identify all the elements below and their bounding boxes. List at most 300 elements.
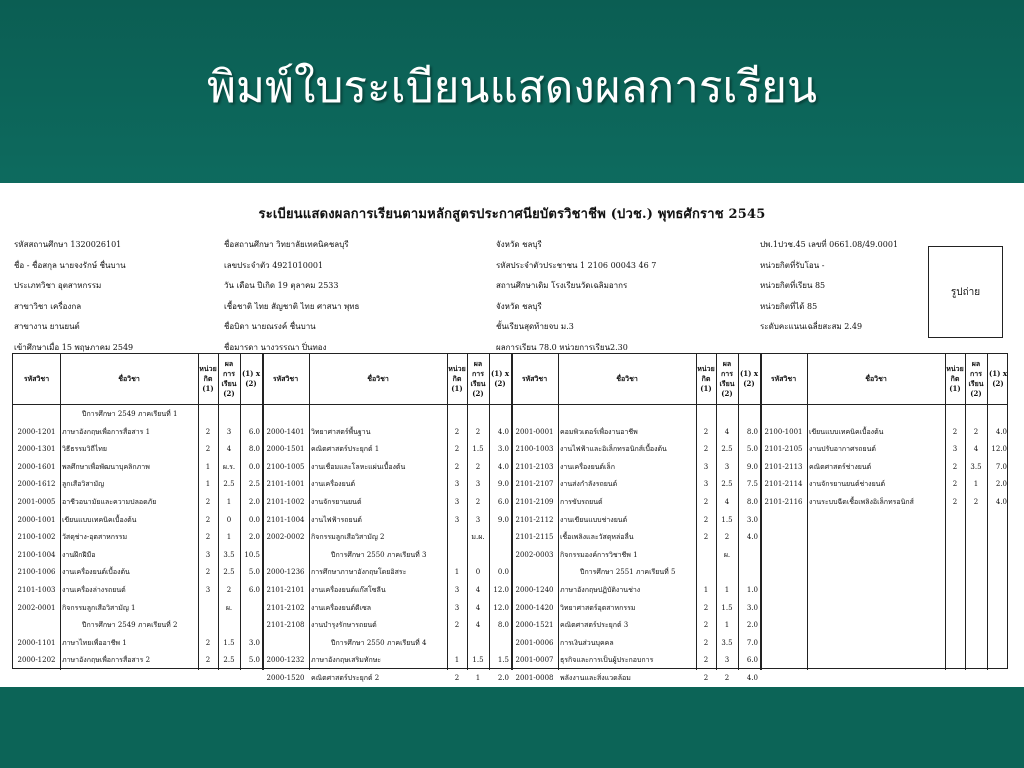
cell-credit: 1	[703, 586, 709, 594]
table-row	[13, 459, 1007, 477]
column-divider	[945, 354, 946, 670]
cell-credit: 1	[454, 568, 460, 577]
cell-name: อาชีวอนามัยและความปลอดภัย	[62, 498, 157, 506]
term-heading: ปีการศึกษา 2550 ภาคเรียนที่ 4	[331, 638, 427, 647]
cell-credit: 2	[952, 427, 958, 436]
table-row	[13, 494, 1007, 512]
cell-product: 7.5	[746, 480, 758, 489]
cell-credit: 2	[454, 674, 460, 682]
info-line: หน่วยกิตที่เรียน 85	[760, 281, 826, 290]
cell-code: 2100-1004	[17, 550, 56, 559]
table-row	[13, 512, 1007, 530]
cell-code: 2101-2114	[764, 480, 803, 489]
cell-credit: 2	[703, 621, 709, 630]
cell-grade: 0	[226, 515, 232, 524]
cell-code: 2001-0001	[515, 427, 554, 436]
cell-name: ธุรกิจและการเป็นผู้ประกอบการ	[560, 656, 654, 665]
cell-credit: 3	[205, 550, 211, 559]
cell-product: 12.0	[991, 445, 1007, 454]
cell-code	[760, 406, 807, 424]
cell-product: 2.0	[248, 498, 260, 506]
cell-grade: ผ.ร.	[222, 462, 236, 471]
cell-product: 2.0	[995, 480, 1007, 489]
header-name: ชื่อวิชา	[118, 374, 140, 383]
cell-code: 2101-2108	[266, 621, 305, 630]
info-line: สาขาวิชา เครื่องกล	[14, 301, 82, 311]
cell-code: 2000-1236	[266, 568, 305, 577]
cell-credit: 2	[952, 462, 958, 471]
cell-product: 4.0	[746, 674, 758, 682]
cell-credit: 2	[703, 515, 709, 524]
cell-name: งานปรับอากาศรถยนต์	[809, 445, 876, 454]
header-code: รหัสวิชา	[272, 374, 299, 383]
cell-credit: 3	[703, 462, 709, 471]
cell-product	[738, 547, 760, 565]
table-row	[13, 670, 1007, 688]
cell-credit: 2	[205, 568, 211, 577]
cell-product: 12.0	[493, 603, 509, 612]
table-header	[13, 354, 1007, 405]
info-line: ระดับคะแนนเฉลี่ยสะสม 2.49	[760, 322, 863, 331]
cell-product: 8.0	[248, 445, 260, 454]
cell-code: 2001-0007	[515, 656, 554, 665]
student-info-column-4	[760, 235, 898, 338]
cell-credit: 2	[205, 427, 211, 436]
cell-grade: 1	[724, 586, 730, 594]
cell-product: 12.0	[493, 586, 509, 594]
cell-credit: 2	[703, 638, 709, 647]
table-row	[13, 582, 1007, 600]
cell-name: ภาษาไทยเพื่ออาชีพ 1	[62, 638, 127, 647]
cell-name: คอมพิวเตอร์เพื่องานอาชีพ	[560, 427, 638, 436]
cell-credit: 1	[205, 480, 211, 489]
cell-grade: 3.5	[970, 462, 982, 471]
cell-product: 3.0	[746, 603, 758, 612]
cell-grade: 1	[973, 480, 979, 489]
info-line: ชื่อ - ชื่อสกุล นายจงรักษ์ ชื่นบาน	[14, 260, 126, 270]
cell-code: 2101-1002	[266, 498, 305, 506]
header-grade: ผล การ เรียน (2)	[221, 359, 237, 398]
cell-grade: 2	[724, 674, 730, 682]
cell-credit: 2	[703, 674, 709, 682]
cell-grade: ผ.	[723, 550, 731, 559]
cell-code: 2101-2112	[515, 515, 554, 524]
cell-code: 2000-1612	[17, 480, 56, 489]
cell-product: 6.0	[497, 498, 509, 506]
cell-code: 2001-0008	[515, 674, 554, 682]
cell-name: เชื้อเพลิงและวัสดุหล่อลื่น	[560, 533, 634, 542]
info-line: ปพ.1ปวช.45 เลขที่ 0661.08/49.0001	[760, 240, 899, 249]
info-line: หน่วยกิตที่รับโอน -	[760, 260, 825, 270]
cell-name: งานเครื่องยนต์	[311, 480, 356, 489]
cell-product: 9.0	[497, 515, 509, 524]
cell-product: 4.0	[995, 427, 1007, 436]
cell-product: 6.0	[248, 586, 260, 594]
cell-product: 2.0	[497, 674, 509, 682]
document-title: ระเบียนแสดงผลการเรียนตามหลักสูตรประกาศนียบัตรวิชาชีพ (ปวช.) พุทธศักราช 2545	[258, 207, 766, 222]
cell-grade: 1.5	[472, 445, 484, 454]
cell-grade: 1.5	[721, 603, 733, 612]
info-line: จังหวัด ชลบุรี	[496, 240, 542, 249]
cell-grade: 1	[724, 621, 730, 630]
cell-product: 8.0	[746, 427, 758, 436]
cell-grade: 4	[475, 586, 481, 594]
cell-credit: 3	[454, 586, 460, 594]
cell-credit: 2	[454, 427, 460, 436]
info-line: ชื่อมารดา นางวรรณา ปิ่นทอง	[224, 342, 327, 352]
table-row	[13, 529, 1007, 547]
photo-label: รูปถ่าย	[950, 286, 981, 298]
cell-code: 2002-0003	[515, 550, 554, 559]
cell-credit: 2	[205, 445, 211, 454]
cell-code: 2000-1401	[266, 427, 305, 436]
cell-name: งานเครื่องยนต์เบื้องต้น	[62, 568, 130, 577]
cell-code: 2101-2103	[515, 462, 554, 471]
cell-grade: 3	[475, 515, 481, 524]
cell-credit: 3	[454, 480, 460, 489]
header-credit: หน่วย กิต (1)	[448, 364, 466, 393]
header-product: (1) x (2)	[739, 369, 759, 388]
info-line: เข้าศึกษาเมื่อ 15 พฤษภาคม 2549	[14, 342, 134, 352]
cell-code: 2000-1232	[266, 656, 305, 665]
table-row	[13, 547, 1007, 565]
cell-credit: 3	[205, 586, 211, 594]
cell-name: การศึกษาภาษาอังกฤษโดยอิสระ	[311, 568, 407, 577]
cell-name: งานระบบฉีดเชื้อเพลิงอิเล็กทรอนิกส์	[809, 498, 914, 506]
cell-credit: 3	[454, 498, 460, 506]
cell-name: คณิตศาสตร์ประยุกต์ 3	[560, 621, 629, 630]
cell-grade: 4	[475, 603, 481, 612]
cell-name: กิจกรรมองค์การวิชาชีพ 1	[560, 550, 638, 559]
cell-grade: 2	[475, 498, 481, 506]
cell-product: 3.0	[248, 638, 260, 647]
cell-credit: 2	[703, 445, 709, 454]
header-product: (1) x (2)	[241, 369, 261, 388]
cell-grade: 1.5	[472, 656, 484, 665]
cell-grade: 1.5	[223, 638, 235, 647]
cell-credit: 2	[703, 656, 709, 665]
cell-grade: 4	[724, 498, 730, 506]
header-product: (1) x (2)	[490, 369, 510, 388]
cell-name: คณิตศาสตร์ประยุกต์ 1	[311, 445, 380, 454]
cell-code: 2000-1201	[17, 427, 56, 436]
cell-code: 2101-2107	[515, 480, 554, 489]
cell-product: 6.0	[248, 427, 260, 436]
cell-name: พลศึกษาเพื่อพัฒนาบุคลิกภาพ	[62, 462, 150, 471]
cell-product: 5.0	[248, 656, 260, 665]
cell-grade: 2	[475, 462, 481, 471]
cell-code: 2101-1004	[266, 515, 305, 524]
term-heading: ปีการศึกษา 2549 ภาคเรียนที่ 1	[82, 410, 178, 418]
cell-code: 2000-1101	[17, 638, 56, 647]
cell-grade: 1.5	[721, 515, 733, 524]
cell-grade: 2.5	[721, 445, 733, 454]
cell-product: 4.0	[497, 427, 509, 436]
cell-code: 2000-1601	[17, 462, 56, 471]
cell-name: คณิตศาสตร์ช่างยนต์	[809, 462, 872, 471]
cell-grade: 2	[475, 427, 481, 436]
cell-credit: 2	[454, 462, 460, 471]
cell-grade: 2	[973, 427, 979, 436]
header-name: ชื่อวิชา	[367, 374, 389, 383]
cell-name: วิทยาศาสตร์พื้นฐาน	[311, 427, 371, 436]
cell-product: 1.0	[746, 586, 758, 594]
cell-name: ภาษาอังกฤษปฏิบัติงานช่าง	[560, 586, 641, 594]
cell-product: 5.0	[248, 568, 260, 577]
cell-credit: 2	[952, 498, 958, 506]
table-row	[13, 600, 1007, 618]
cell-credit: 2	[205, 656, 211, 665]
term-heading: ปีการศึกษา 2550 ภาคเรียนที่ 3	[331, 550, 427, 559]
cell-code: 2000-1240	[515, 586, 554, 594]
cell-code: 2001-0006	[515, 638, 554, 647]
cell-name: งานจักรยานยนต์	[311, 498, 362, 506]
header-grade: ผล การ เรียน (2)	[470, 359, 486, 398]
photo-placeholder	[928, 246, 1003, 338]
cell-name: กิจกรรมลูกเสือวิสามัญ 1	[62, 603, 136, 612]
cell-name: งานไฟฟ้ารถยนต์	[311, 515, 362, 524]
cell-name: งานฝึกฝีมือ	[62, 550, 96, 559]
cell-code: 2100-1006	[17, 568, 56, 577]
column-divider	[760, 354, 762, 670]
cell-grade: 2.5	[223, 480, 235, 489]
header-code: รหัสวิชา	[770, 374, 797, 383]
transcript-document	[0, 183, 1024, 687]
cell-code: 2101-2115	[515, 533, 554, 542]
cell-product: 0.0	[248, 515, 260, 524]
info-line: เลขประจำตัว 4921010001	[224, 260, 324, 270]
cell-code: 2000-1001	[17, 515, 56, 524]
cell-grade: 2.5	[223, 568, 235, 577]
cell-name: ภาษาอังกฤษเพื่อการสื่อสาร 2	[62, 656, 151, 665]
header-name: ชื่อวิชา	[865, 374, 887, 383]
cell-product: 4.0	[746, 533, 758, 542]
info-line: เชื้อชาติ ไทย สัญชาติ ไทย ศาสนา พุทธ	[224, 301, 360, 311]
header-name: ชื่อวิชา	[616, 374, 638, 383]
cell-product: 8.0	[746, 498, 758, 506]
cell-name: วิทยาศาสตร์อุตสาหกรรม	[560, 603, 636, 612]
cell-code: 2101-2101	[266, 586, 305, 594]
info-line: ชื่อบิดา นายณรงค์ ชื่นบาน	[224, 322, 316, 331]
student-info-column-2	[224, 235, 359, 358]
cell-grade: 1	[226, 498, 232, 506]
info-line: จังหวัด ชลบุรี	[496, 301, 542, 311]
cell-name: การขับรถยนต์	[560, 498, 603, 506]
header-code: รหัสวิชา	[23, 374, 50, 383]
cell-code: 2100-1001	[764, 427, 803, 436]
cell-product: 9.0	[497, 480, 509, 489]
cell-name: เขียนแบบเทคนิคเบื้องต้น	[809, 427, 884, 436]
grades-table	[12, 353, 1008, 682]
cell-product: 3.0	[746, 515, 758, 524]
cell-product: 6.0	[746, 656, 758, 665]
cell-grade	[965, 406, 987, 424]
cell-credit: 2	[703, 603, 709, 612]
cell-name: งานเขียนแบบช่างยนต์	[560, 515, 628, 524]
info-line: ประเภทวิชา อุตสาหกรรม	[14, 281, 102, 290]
info-line: สถานศึกษาเดิม โรงเรียนวัดเฉลิมอากร	[496, 281, 628, 290]
cell-name: งานไฟฟ้าและอิเล็กทรอนิกส์เบื้องต้น	[560, 445, 667, 454]
cell-credit: 2	[703, 498, 709, 506]
cell-product: 2.5	[248, 480, 260, 489]
table-row	[13, 635, 1007, 653]
info-line: รหัสประจำตัวประชาชน 1 2106 00043 46 7	[496, 260, 657, 270]
cell-code: 2101-2116	[764, 498, 803, 506]
cell-credit	[945, 406, 965, 424]
cell-product: 7.0	[995, 462, 1007, 471]
cell-code: 2101-1001	[266, 480, 305, 489]
cell-name: งานเครื่องล่างรถยนต์	[62, 586, 126, 594]
cell-grade: 3	[475, 480, 481, 489]
cell-credit	[696, 547, 716, 565]
table-row	[13, 441, 1007, 459]
cell-grade: 4	[724, 427, 730, 436]
column-divider	[965, 354, 966, 670]
cell-code: 2100-1002	[17, 533, 56, 542]
cell-code: 2101-2102	[266, 603, 305, 612]
slide-title: พิมพ์ใบระเบียนแสดงผลการเรียน	[206, 62, 818, 113]
slide-footer-band	[0, 687, 1024, 768]
cell-product: 2.0	[746, 621, 758, 630]
info-line: สาขางาน ยานยนต์	[14, 322, 80, 331]
info-line: หน่วยกิตที่ได้ 85	[760, 301, 818, 311]
cell-grade: 4	[475, 621, 481, 630]
cell-code: 2000-1420	[515, 603, 554, 612]
cell-grade: 3.5	[721, 638, 733, 647]
cell-grade: 3.5	[223, 550, 235, 559]
header-credit: หน่วย กิต (1)	[946, 364, 964, 393]
cell-product: 10.5	[244, 550, 260, 559]
header-grade: ผล การ เรียน (2)	[968, 359, 984, 398]
cell-grade: 3	[724, 656, 730, 665]
header-code: รหัสวิชา	[521, 374, 548, 383]
cell-credit: 3	[703, 480, 709, 489]
info-line: รหัสสถานศึกษา 1320026101	[14, 240, 122, 249]
cell-grade: ม.ผ.	[471, 533, 485, 542]
header-credit: หน่วย กิต (1)	[697, 364, 715, 393]
cell-credit: 2	[454, 621, 460, 630]
cell-grade: ผ.	[225, 603, 233, 612]
cell-code: 2101-2105	[764, 445, 803, 454]
cell-grade: 1	[475, 674, 481, 682]
cell-credit: 2	[205, 638, 211, 647]
term-heading: ปีการศึกษา 2549 ภาคเรียนที่ 2	[82, 621, 178, 630]
table-row	[13, 617, 1007, 635]
cell-product: 1.5	[497, 656, 509, 665]
cell-credit: 2	[205, 533, 211, 542]
cell-credit: 1	[454, 656, 460, 665]
info-line: ชื่อสถานศึกษา วิทยาลัยเทคนิคชลบุรี	[224, 240, 349, 249]
info-line: วัน เดือน ปีเกิด 19 ตุลาคม 2533	[224, 281, 339, 290]
cell-grade: 2.5	[721, 480, 733, 489]
cell-name	[807, 406, 945, 424]
cell-grade: 2	[226, 586, 232, 594]
cell-code: 2000-1202	[17, 656, 56, 665]
cell-product: 0.0	[248, 462, 260, 471]
cell-product: 9.0	[746, 462, 758, 471]
info-line: ชั้นเรียนสุดท้ายจบ ม.3	[496, 322, 574, 331]
cell-name: พลังงานและสิ่งแวดล้อม	[560, 674, 631, 682]
cell-product: 4.0	[497, 462, 509, 471]
cell-product: 8.0	[497, 621, 509, 630]
table-row	[13, 652, 1007, 670]
cell-product: 5.0	[746, 445, 758, 454]
cell-product: 7.0	[746, 638, 758, 647]
header-grade: ผล การ เรียน (2)	[719, 359, 735, 398]
cell-credit: 2	[454, 445, 460, 454]
cell-code: 2101-2109	[515, 498, 554, 506]
cell-code: 2100-1003	[515, 445, 554, 454]
cell-code: 2000-1501	[266, 445, 305, 454]
cell-name: งานเชื่อมและโลหะแผ่นเบื้องต้น	[311, 462, 406, 471]
cell-grade: 4	[226, 445, 232, 454]
column-divider	[987, 354, 988, 670]
cell-credit: 2	[703, 427, 709, 436]
cell-credit: 2	[205, 498, 211, 506]
cell-name: ภาษาอังกฤษเสริมทักษะ	[311, 656, 382, 665]
table-row	[13, 406, 1007, 424]
cell-name: การเงินส่วนบุคคล	[560, 638, 614, 647]
cell-code: 2001-0005	[17, 498, 56, 506]
cell-product: 0.0	[497, 568, 509, 577]
cell-name: งานเครื่องยนต์ดีเซล	[311, 603, 372, 612]
cell-code: 2100-1005	[266, 462, 305, 471]
cell-credit: 3	[454, 515, 460, 524]
cell-product	[987, 406, 1009, 424]
cell-credit: 3	[454, 603, 460, 612]
term-heading: ปีการศึกษา 2551 ภาคเรียนที่ 5	[580, 568, 676, 577]
cell-name: กิจกรรมลูกเสือวิสามัญ 2	[311, 533, 385, 542]
cell-code: 2000-1521	[515, 621, 554, 630]
cell-name: งานส่งกำลังรถยนต์	[560, 480, 618, 489]
cell-credit: 2	[703, 533, 709, 542]
student-info-column-1	[14, 235, 133, 358]
header-credit: หน่วย กิต (1)	[199, 364, 217, 393]
cell-code: 2000-1301	[17, 445, 56, 454]
cell-name: วิธีธรรมวิถีไทย	[62, 445, 108, 454]
header-product: (1) x (2)	[988, 369, 1008, 388]
cell-grade: 3	[226, 427, 232, 436]
cell-code: 2002-0002	[266, 533, 305, 542]
table-row	[13, 564, 1007, 582]
cell-name: ภาษาอังกฤษเพื่อการสื่อสาร 1	[62, 427, 151, 436]
cell-name: วัสดุช่าง-อุตสาหกรรม	[62, 533, 128, 542]
cell-grade: 1	[226, 533, 232, 542]
cell-name: ลูกเสือวิสามัญ	[62, 480, 105, 489]
cell-product: 2.0	[248, 533, 260, 542]
cell-grade: 2	[724, 533, 730, 542]
cell-product: 4.0	[995, 498, 1007, 506]
cell-name: งานเครื่องยนต์แก๊สโซลีน	[311, 586, 386, 594]
cell-name: เขียนแบบเทคนิคเบื้องต้น	[62, 515, 137, 524]
cell-credit: 2	[205, 515, 211, 524]
info-line: ผลการเรียน 78.0 หน่วยการเรียน2.30	[496, 342, 628, 352]
cell-credit: 2	[952, 480, 958, 489]
cell-code: 2000-1520	[266, 674, 305, 682]
table-row	[13, 476, 1007, 494]
cell-name: งานจักรยานยนต์ช่างยนต์	[809, 480, 886, 489]
cell-code: 2101-1003	[17, 586, 56, 594]
cell-grade: 2	[973, 498, 979, 506]
cell-credit: 1	[205, 462, 211, 471]
column-divider	[807, 354, 808, 670]
cell-grade: 0	[475, 568, 481, 577]
cell-product: 3.0	[497, 445, 509, 454]
cell-grade: 3	[724, 462, 730, 471]
table-row	[13, 424, 1007, 442]
cell-code: 2101-2113	[764, 462, 803, 471]
cell-credit: 3	[952, 445, 958, 454]
